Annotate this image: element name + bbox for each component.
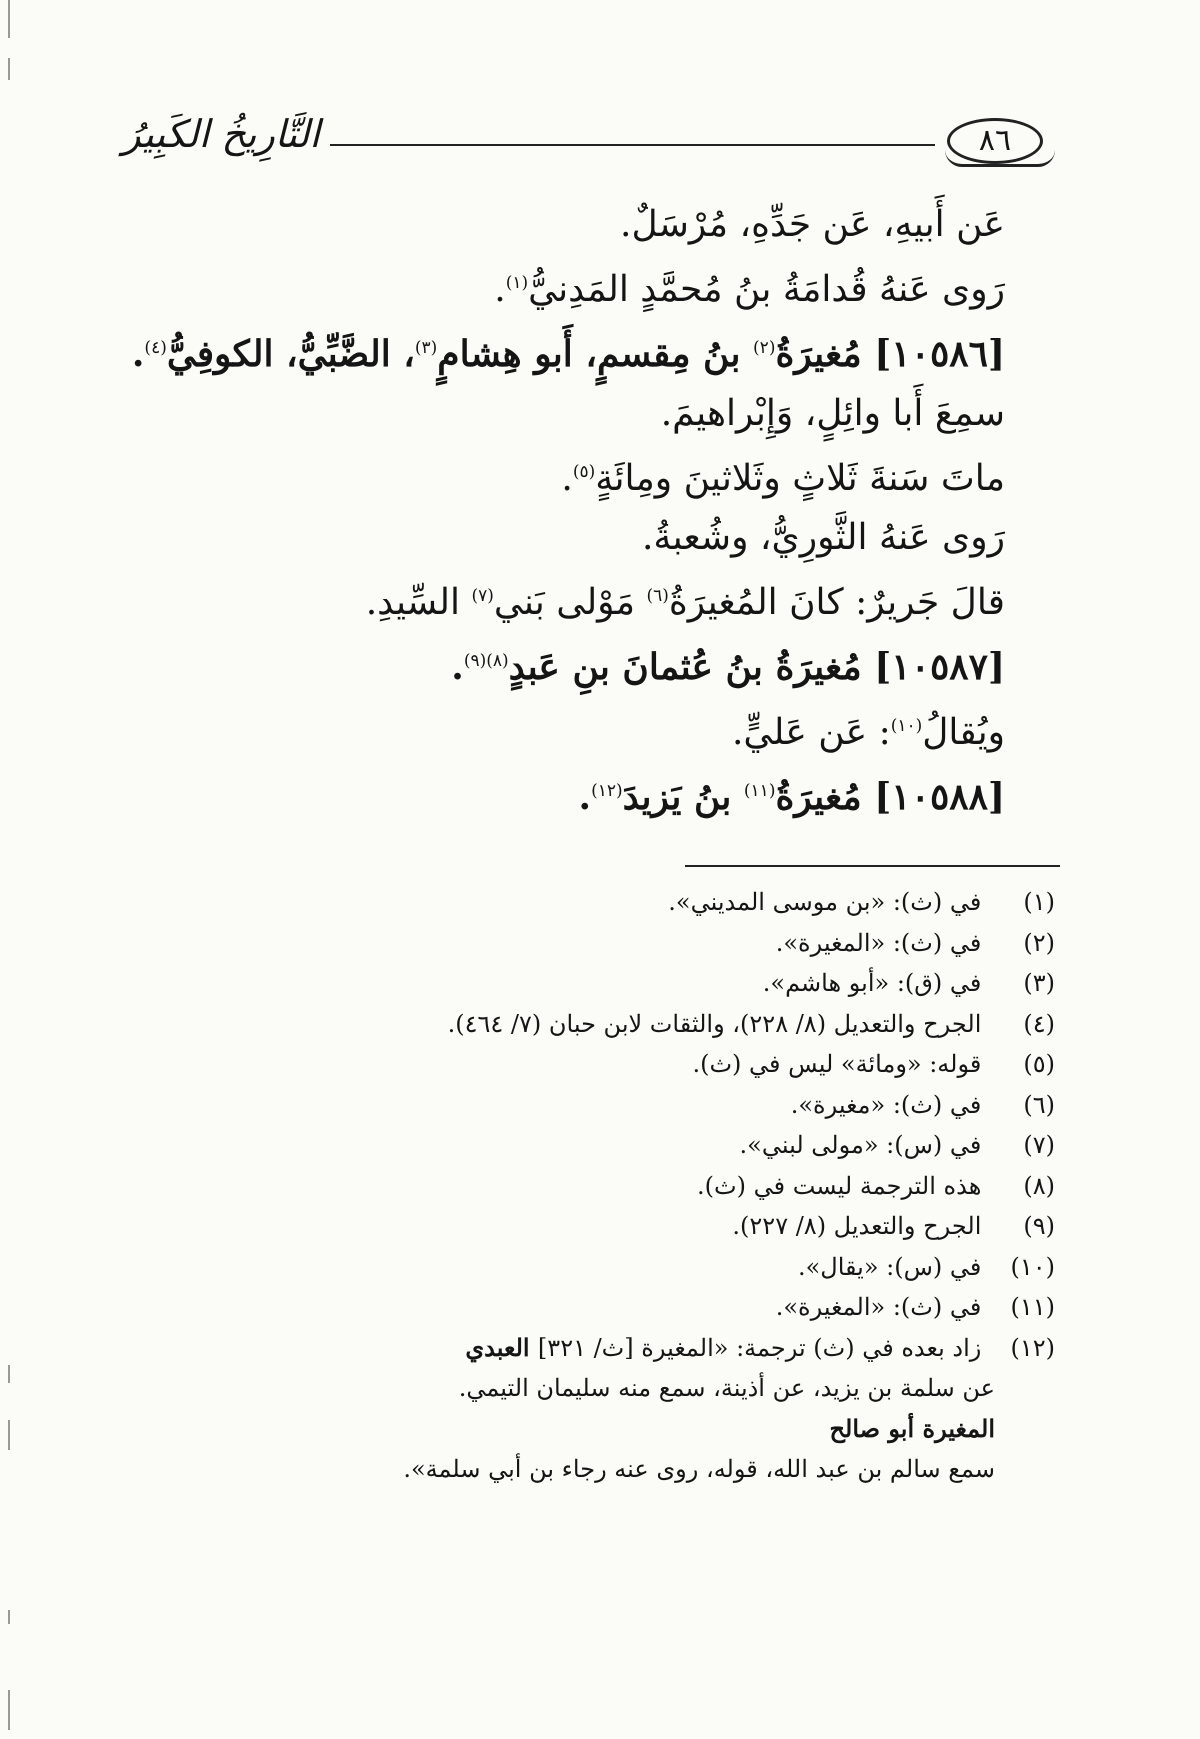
footnote	[120, 1085, 1055, 1126]
text-line	[150, 254, 1005, 319]
line-text: .	[494, 269, 506, 310]
footnote-marker: (٧)	[471, 586, 494, 606]
text-line	[150, 762, 1005, 827]
footnote	[120, 1125, 1055, 1166]
footnote-marker: (١٠)	[890, 716, 923, 736]
footnote-number: (٨)	[1023, 1171, 1055, 1200]
footnote	[120, 1206, 1055, 1247]
footnote-number: (٤)	[1023, 1009, 1055, 1038]
footnote-marker: (١٢)	[591, 781, 623, 801]
text-line	[131, 319, 1005, 384]
footnote-text: الجرح والتعديل (٨/ ٢٢٨)، والثقات لابن حبان (٧/ ٤٦٤).	[447, 1009, 982, 1038]
line-text: عَن أَبيهِ، عَن جَدِّهِ، مُرْسَلٌ.	[620, 204, 1005, 245]
page-number: ٨٦	[947, 118, 1043, 164]
footnote-marker: (١)	[505, 273, 529, 293]
main-text	[131, 195, 1005, 827]
line-text: رَوى عَنهُ الثَّورِيُّ، وشُعبةُ.	[641, 517, 1005, 558]
footnote-number: (١٢)	[1010, 1333, 1055, 1362]
footnote-number: (٢)	[1023, 928, 1055, 957]
header-rule	[330, 144, 935, 146]
footnote-continuation: سمع سالم بن عبد الله، قوله، روى عنه رجاء بن أبي سلمة».	[403, 1455, 995, 1483]
line-text: .	[131, 333, 145, 375]
line-text: [١٠٥٨٦] مُغيرَةُ	[775, 333, 1005, 375]
scan-edge-mark	[8, 1690, 10, 1730]
footnote-text: في (ث): «المغيرة».	[775, 1293, 982, 1321]
footnote	[120, 923, 1055, 964]
line-text: .	[578, 776, 592, 818]
footnote-text-bold: العبدي	[465, 1332, 538, 1362]
footnote-number: (٥)	[1023, 1050, 1055, 1078]
footnote-marker: (٥)	[572, 462, 596, 482]
line-text: ، الضَّبِّيُّ، الكوفِيُّ	[166, 333, 415, 375]
footnote-text: في (س): «مولى لبني».	[739, 1131, 982, 1159]
footnote	[120, 1044, 1055, 1085]
footnote	[120, 1328, 1055, 1369]
line-text: ماتَ سَنةَ ثَلاثٍ وثَلاثينَ ومِائَةٍ	[595, 458, 1005, 499]
line-text: [١٠٥٨٧] مُغيرَةُ بنُ عُثمانَ بنِ عَبدٍ	[508, 646, 1005, 688]
line-text: قالَ جَريرٌ: كانَ المُغيرَةُ	[668, 582, 1005, 623]
footnote-text: في (س): «يقال».	[797, 1252, 982, 1281]
footnote-number: (١٠)	[1010, 1252, 1055, 1281]
text-line	[150, 508, 1005, 567]
footnote-text: في (ث): «بن موسى المديني».	[668, 888, 982, 916]
footnote	[120, 1287, 1055, 1328]
scan-edge-mark	[8, 1420, 10, 1450]
book-title: التَّارِيخُ الكَبِيرُ	[122, 112, 320, 156]
scan-edge-mark	[8, 0, 10, 38]
line-text: بنُ يَزيدَ	[622, 776, 744, 818]
footnote-continuation: عن سلمة بن يزيد، عن أذينة، سمع منه سليمان التيمي.	[458, 1374, 995, 1402]
footnote	[120, 882, 1055, 923]
line-text: : عَن عَليٍّ.	[731, 712, 891, 753]
line-text: [١٠٥٨٨] مُغيرَةُ	[775, 776, 1005, 818]
footnote-marker: (٢)	[753, 338, 776, 358]
text-line	[150, 632, 1005, 697]
line-text: سمِعَ أَبا وائِلٍ، وَإِبْراهيمَ.	[660, 393, 1005, 434]
footnote-text: هذه الترجمة ليست في (ث).	[697, 1171, 982, 1200]
footnote-text: قوله: «ومائة» ليس في (ث).	[692, 1050, 982, 1078]
footnote-marker: (٣)	[414, 338, 438, 358]
footnotes	[120, 882, 1055, 1490]
scan-edge-mark	[8, 1610, 10, 1624]
line-text: .	[561, 458, 573, 499]
footnote	[120, 1247, 1055, 1288]
line-text: مَوْلى بَني	[493, 582, 647, 623]
footnote-text: في (ق): «أبو هاشم».	[762, 969, 982, 997]
footnote-number: (٩)	[1023, 1212, 1055, 1240]
line-text: ويُقالُ	[922, 712, 1005, 753]
footnote-marker: (٦)	[646, 586, 669, 606]
footnote-number: (٦)	[1023, 1090, 1055, 1119]
footnote-number: (٣)	[1023, 969, 1055, 997]
scan-edge-mark	[8, 58, 10, 80]
page-header	[122, 100, 1055, 180]
footnote-marker: (٤)	[144, 338, 167, 358]
footnote-marker: (٨)(٩)	[463, 651, 509, 671]
text-line	[150, 443, 1005, 508]
footnote-text: في (ث): «المغيرة».	[775, 928, 982, 957]
line-text: بنُ مِقسمٍ، أَبو هِشامٍ	[437, 333, 754, 375]
text-line	[150, 567, 1005, 632]
footnote-number: (١)	[1023, 888, 1055, 916]
footnote-text: الجرح والتعديل (٨/ ٢٢٧).	[732, 1212, 982, 1240]
footnote-marker: (١١)	[743, 781, 776, 801]
footnote-text: في (ث): «مغيرة».	[790, 1090, 982, 1119]
footnote	[120, 1166, 1055, 1207]
footnote-number: (٧)	[1023, 1131, 1055, 1159]
scan-edge-mark	[8, 1365, 10, 1383]
footnote-rule	[685, 865, 1060, 867]
text-line	[150, 384, 1005, 443]
footnote-number: (١١)	[1010, 1293, 1055, 1321]
line-text: السِّيدِ.	[365, 582, 472, 623]
text-line	[150, 195, 1005, 254]
footnote	[120, 963, 1055, 1004]
footnote-continuation: المغيرة أبو صالح	[829, 1413, 995, 1443]
footnote-text: زاد بعده في (ث) ترجمة: «المغيرة [ث/ ٣٢١]	[537, 1333, 982, 1362]
footnote	[120, 1004, 1055, 1045]
text-line	[150, 697, 1005, 762]
line-text: رَوى عَنهُ قُدامَةُ بنُ مُحمَّدٍ المَدِنيُّ	[528, 269, 1005, 310]
line-text: .	[451, 646, 464, 688]
